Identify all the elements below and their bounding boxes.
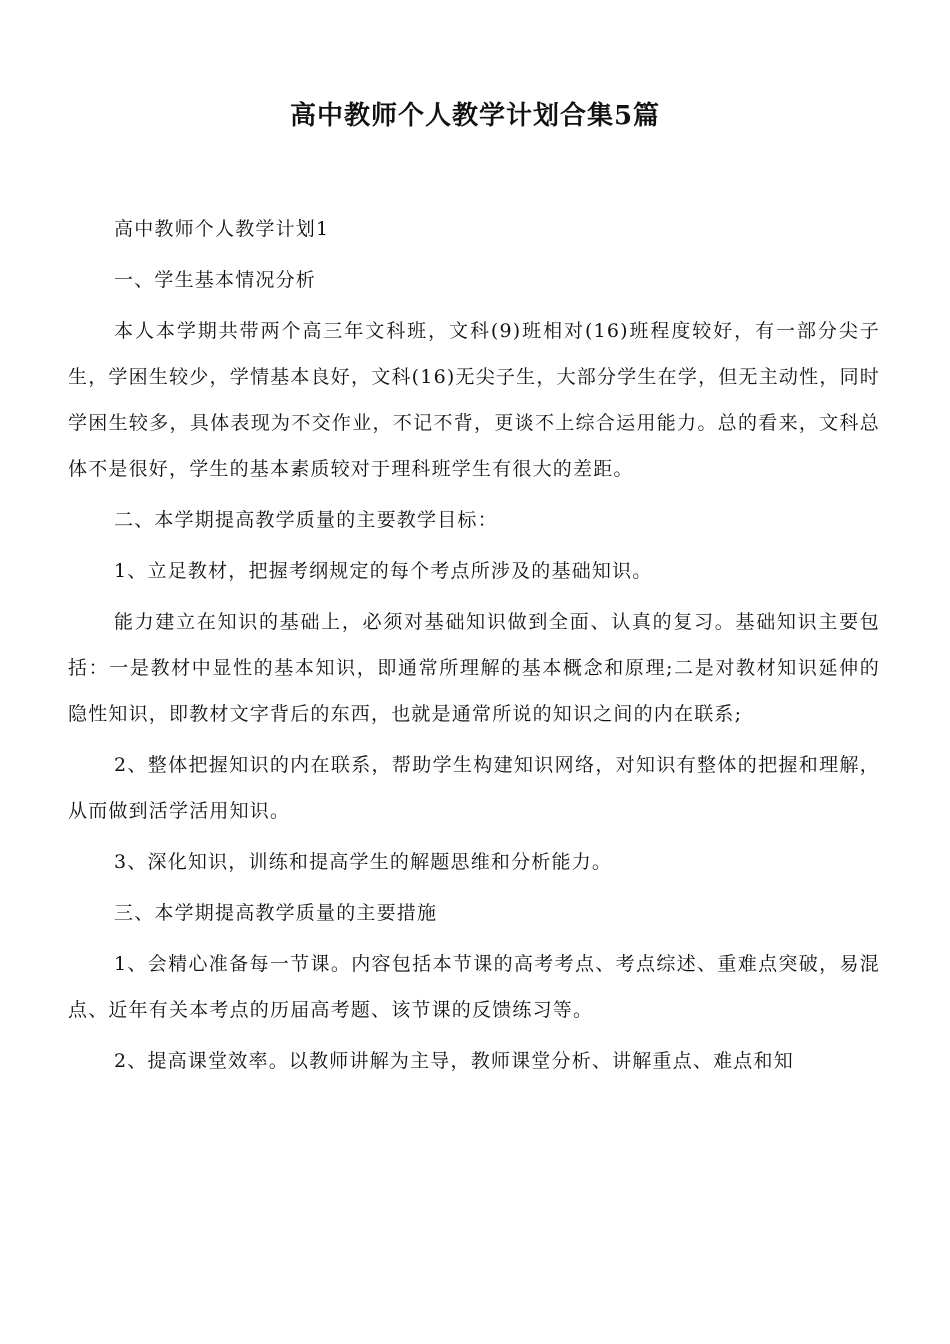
paragraph-student-analysis: 本人本学期共带两个高三年文科班，文科(9)班相对(16)班程度较好，有一部分尖子生，学困生较少，学情基本良好，文科(16)无尖子生，大部分学生在学，但无主动性，同时学困生较多，具体表现为不交作业，不记不背，更谈不上综合运用能力。总的看来，文科总体不是很好，学生的基本素质较对于理科班学生有很大的差距。 [68,320,880,480]
section-heading-teaching-goals: 二、本学期提高教学质量的主要教学目标： [114,509,498,531]
section-heading-measures: 三、本学期提高教学质量的主要措施 [114,902,438,924]
list-item-goal-3: 3、深化知识，训练和提高学生的解题思维和分析能力。 [114,851,613,873]
list-item-measure-1: 1、会精心准备每一节课。内容包括本节课的高考考点、考点综述、重难点突破，易混点、近年有关本考点的历届高考题、该节课的反馈练习等。 [68,953,880,1021]
list-item-goal-1: 1、立足教材，把握考纲规定的每个考点所涉及的基础知识。 [114,560,653,582]
document-title: 高中教师个人教学计划合集5篇 [289,101,661,131]
document-body [68,206,880,1089]
paragraph-basic-knowledge: 能力建立在知识的基础上，必须对基础知识做到全面、认真的复习。基础知识主要包括：一是教材中显性的基本知识，即通常所理解的基本概念和原理;二是对教材知识延伸的隐性知识，即教材文字背后的东西，也就是通常所说的知识之间的内在联系; [68,611,880,725]
list-item-measure-2: 2、提高课堂效率。以教师讲解为主导，教师课堂分析、讲解重点、难点和知 [114,1050,794,1072]
list-item-goal-2: 2、整体把握知识的内在联系，帮助学生构建知识网络，对知识有整体的把握和理解，从而做到活学活用知识。 [68,754,880,822]
section-heading-plan-1: 高中教师个人教学计划1 [114,218,330,240]
section-heading-student-analysis: 一、学生基本情况分析 [114,269,317,291]
